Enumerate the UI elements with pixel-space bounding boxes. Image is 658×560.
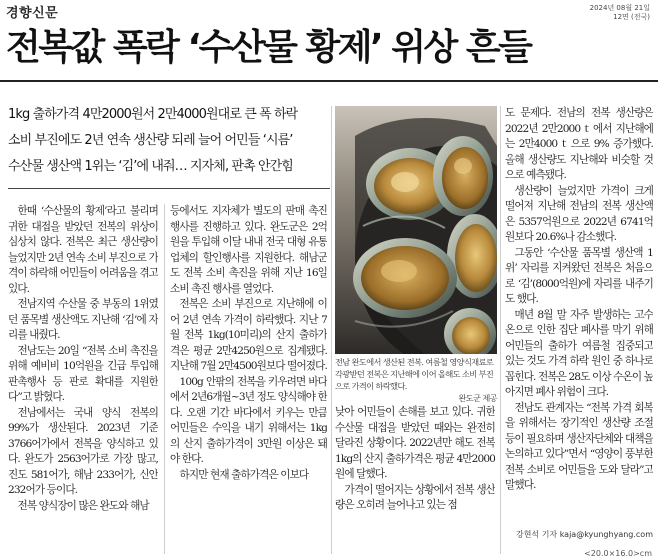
paragraph: 한때 ‘수산물의 황제’라고 불리며 귀한 대접을 받았던 전복의 위상이 심상치 않다. 전복은 최근 생산량이 늘었지만 2년 연속 소비 부진으로 가격이 하락해 어민들이 어려움을 겪고 있다. <box>8 205 158 295</box>
headline-rule <box>0 80 658 82</box>
column-divider <box>500 106 501 554</box>
dateline <box>590 4 650 22</box>
paragraph: 전복 양식장이 많은 완도와 해남 <box>17 499 149 512</box>
subhead-3: 수산물 생산액 1위는 ‘김’에 내줘… 지자체, 판촉 안간힘 <box>8 159 293 174</box>
paragraph: 전남에서는 국내 양식 전복의 99%가 생산된다. 2023년 기준 3766어가에서 전복을 양식하고 있다. 완도가 2563어가로 가장 많고, 진도 581어가, 해남 233어가, 신안 232어가 등이다. <box>8 406 158 496</box>
paragraph: 그동안 ‘수산물 품목별 생산액 1위’ 자리를 지켜왔던 전복은 처음으로 ‘김’(8000억원)에 자리를 내주기도 했다. <box>505 246 653 305</box>
page-number: 12면 (전국) <box>613 13 650 21</box>
paragraph: 하지만 현재 출하가격은 이보다 <box>179 468 309 481</box>
paragraph: 전남도는 20일 “전복 소비 촉진을 위해 예비비 10억원을 긴급 투입해 판촉행사 등 판로 확대를 지원한다”고 밝혔다. <box>8 344 158 403</box>
column-divider <box>164 204 165 554</box>
column-divider <box>331 106 332 554</box>
paragraph: 전남지역 수산물 중 부동의 1위였던 품목별 생산액도 지난해 ‘김’에 자리를 내줬다. <box>8 298 158 341</box>
masthead: 경향신문 <box>6 6 59 21</box>
byline: 강현석 기자 kaja@kyunghyang.com <box>515 530 653 539</box>
subhead-rule <box>8 188 330 189</box>
paragraph: 생산량이 늘었지만 가격이 크게 떨어져 지난해 전남의 전복 생산액은 5357억원으로 2022년 6741억원보다 20.6%나 감소했다. <box>505 184 653 243</box>
paragraph: 매년 8월 말 자주 발생하는 고수온으로 인한 집단 폐사를 막기 위해 어민들의 출하가 여름철 집중되고 있는 것도 가격 하락 원인 중 하나로 꼽힌다. 전복은 28도 이상 수온이 높아지면 폐사 위험이 크다. <box>505 308 653 398</box>
paragraph: 전남도 관계자는 “전복 가격 회복을 위해서는 장기적인 생산량 조절 등이 필요하며 생산자단체와 대책을 논의하고 있다”면서 “영양이 풍부한 전복 소비로 어민들을 도와 달라”고 말했다. <box>505 401 653 491</box>
abalone-photo <box>335 106 497 354</box>
body-column-3 <box>335 405 495 560</box>
body-column-4 <box>505 106 653 526</box>
photo-credit: 완도군 제공 <box>458 393 497 403</box>
headline: 전복값 폭락 ‘수산물 황제’ 위상 흔들 <box>6 27 531 68</box>
body-column-1 <box>8 204 158 560</box>
photo-caption <box>335 356 497 404</box>
paragraph: 낮아 어민들이 손해를 보고 있다. 귀한 수산물 대접을 받았던 때와는 완전히 달라진 상황이다. 2022년만 해도 전복 1kg의 산지 출하가격은 평균 4만2000원에 달했다. <box>335 406 495 480</box>
subheads <box>8 102 338 180</box>
body-column-2 <box>170 204 327 560</box>
caption-text: 전남 완도에서 생산된 전복. 여름철 영양식재료로 각광받던 전복은 지난해에 이어 올해도 소비 부진으로 가격이 하락했다. <box>335 357 494 391</box>
paragraph: 100g 안팎의 전복을 키우려면 바다에서 2년6개월~3년 정도 양식해야 한다. 오랜 기간 바다에서 키우는 만큼 어민들은 수익을 내기 위해서는 1kg의 산지 출하가격이 3만원 이상은 돼야 한다. <box>170 375 327 465</box>
size-note: <20.0×16.0>cm <box>584 549 652 558</box>
paragraph: 가격이 떨어지는 상황에서 전복 생산량은 오히려 늘어나고 있는 점 <box>335 483 495 511</box>
paragraph: 전복은 소비 부진으로 지난해에 이어 2년 연속 가격이 하락했다. 지난 7월 전복 1kg(10미리)의 산지 출하가격은 평균 2만4250원으로 집계됐다. 지난해 7월 2만4500원보다 떨어졌다. <box>170 298 327 372</box>
subhead-2: 소비 부진에도 2년 연속 생산량 되레 늘어 어민들 ‘시름’ <box>8 133 293 148</box>
subhead-1: 1kg 출하가격 4만2000원서 2만4000원대로 큰 폭 하락 <box>8 107 298 122</box>
paragraph: 등에서도 지자체가 별도의 판매 촉진 행사를 진행하고 있다. 완도군은 2억원을 투입해 이달 내내 전국 대형 유통업체의 할인행사를 지원한다. 해남군도 전복 소비 촉진을 위해 지난 16일 소비 촉진 행사를 열었다. <box>170 205 327 295</box>
issue-date: 2024년 08월 21일 <box>589 4 650 12</box>
paragraph: 도 문제다. 전남의 전복 생산량은 2022년 2만2000ｔ에서 지난해에는 2만4000ｔ으로 9% 증가했다. 올해 생산량도 지난해와 비슷할 것으로 예측됐다. <box>505 107 653 181</box>
